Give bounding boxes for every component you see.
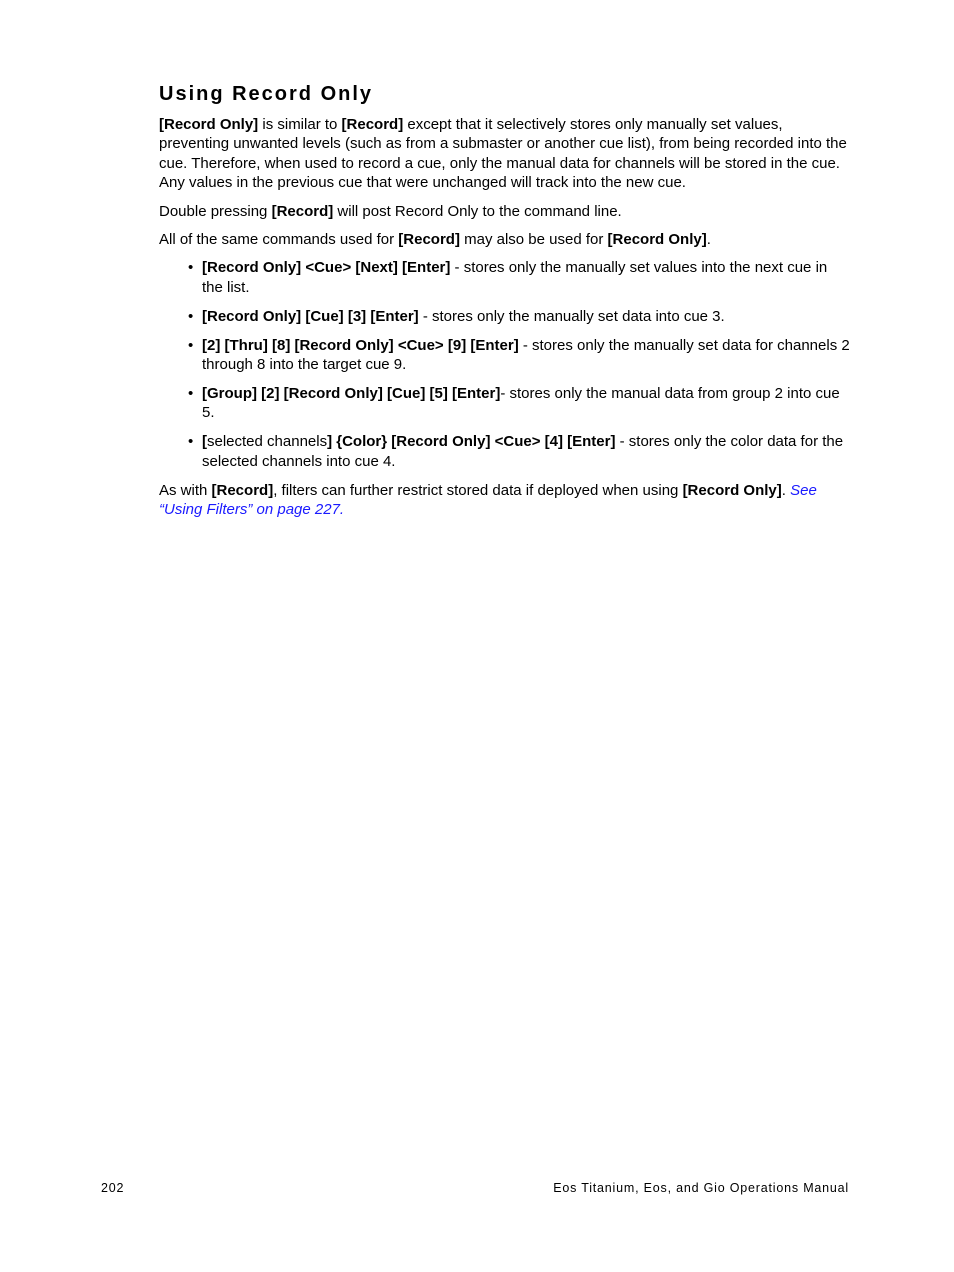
double-press-paragraph: Double pressing [Record] will post Record Only to the command line. — [159, 202, 622, 220]
command-examples-list — [159, 258, 852, 471]
bullet-icon: • — [188, 307, 194, 325]
bullet-icon: • — [188, 336, 194, 354]
bold-term: [Record Only] — [607, 231, 707, 249]
bullet-icon: • — [188, 384, 194, 402]
list-item: • [selected channels] {Color} [Record Only] <Cue> [4] [Enter] - stores only the color data for the selected channels into cue 4. — [188, 433, 844, 470]
bold-term: [Record Only] — [159, 116, 259, 133]
bold-term: [Record Only] — [682, 481, 782, 499]
filters-paragraph: As with [Record], filters can further restrict stored data if deployed when using [Record Only]. See “Using Filters” on page 227. — [159, 481, 817, 518]
content-section — [159, 80, 852, 528]
bold-term: [Record] — [341, 116, 404, 133]
list-item: • [Group] [2] [Record Only] [Cue] [5] [Enter]- stores only the manual data from group 2 into cue 5. — [188, 384, 840, 422]
list-item: • [2] [Thru] [8] [Record Only] <Cue> [9] [Enter] - stores only the manually set data for channels 2 through 8 into the target cue 9. — [188, 336, 850, 374]
bold-term: [Record] — [398, 231, 460, 249]
bold-term: [Record] — [211, 481, 274, 499]
see-using-filters-link[interactable]: See “Using Filters” on page 227. — [159, 481, 817, 518]
section-heading: Using Record Only — [159, 83, 374, 105]
bold-term: [Record] — [271, 202, 334, 220]
intro-paragraph: [Record Only] is similar to [Record] except that it selectively stores only manually set values, preventing unwanted levels (such as from a submaster or another cue list), from being recorded into the cue. Therefore, when used to record a cue, only the manual data for channels will be stored in the cue. Any values in the previous cue that were unchanged will track into the new cue. — [159, 116, 847, 192]
page-number: 202 — [101, 1181, 125, 1195]
list-item: • [Record Only] <Cue> [Next] [Enter] - stores only the manually set values into the next cue in the list. — [188, 259, 828, 296]
manual-title: Eos Titanium, Eos, and Gio Operations Manual — [553, 1181, 849, 1195]
list-item: • [Record Only] [Cue] [3] [Enter] - stores only the manually set data into cue 3. — [188, 307, 725, 325]
bullet-icon: • — [188, 433, 194, 451]
bullet-icon: • — [188, 259, 194, 277]
commands-paragraph: All of the same commands used for [Record] may also be used for [Record Only]. — [159, 231, 711, 249]
